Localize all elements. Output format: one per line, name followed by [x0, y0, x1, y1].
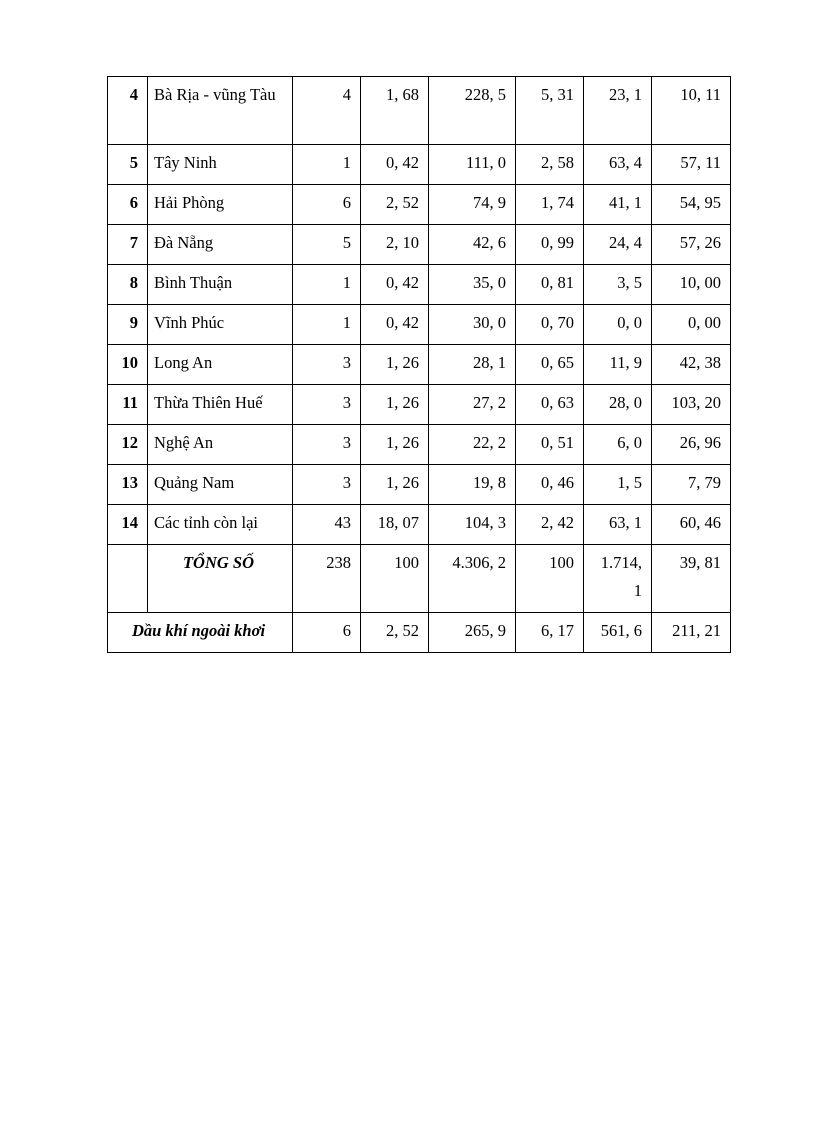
value-cell: 100 [516, 545, 584, 613]
value-cell: 57, 26 [652, 225, 731, 265]
province-name: Long An [148, 345, 293, 385]
value-cell: 3 [293, 385, 361, 425]
value-cell: 3 [293, 345, 361, 385]
value-cell: 228, 5 [429, 77, 516, 145]
value-cell: 2, 10 [361, 225, 429, 265]
province-name: Hải Phòng [148, 185, 293, 225]
value-cell: 1, 68 [361, 77, 429, 145]
row-number: 4 [108, 77, 148, 145]
table-row [108, 77, 731, 145]
value-cell: 2, 52 [361, 185, 429, 225]
province-name: Các tỉnh còn lại [148, 505, 293, 545]
table-row [108, 305, 731, 345]
value-cell: 0, 70 [516, 305, 584, 345]
value-cell: 26, 96 [652, 425, 731, 465]
province-name: Tây Ninh [148, 145, 293, 185]
offshore-row [108, 613, 731, 653]
row-number: 5 [108, 145, 148, 185]
value-cell: 19, 8 [429, 465, 516, 505]
row-number: 9 [108, 305, 148, 345]
value-cell: 6 [293, 613, 361, 653]
table-row [108, 265, 731, 305]
value-cell: 39, 81 [652, 545, 731, 613]
value-cell: 10, 00 [652, 265, 731, 305]
empty-cell [108, 545, 148, 613]
value-cell: 74, 9 [429, 185, 516, 225]
value-cell: 1, 26 [361, 345, 429, 385]
value-cell: 24, 4 [584, 225, 652, 265]
value-cell: 1 [293, 305, 361, 345]
value-cell: 6 [293, 185, 361, 225]
value-cell: 54, 95 [652, 185, 731, 225]
table-row [108, 505, 731, 545]
value-cell: 0, 0 [584, 305, 652, 345]
value-cell: 6, 0 [584, 425, 652, 465]
value-cell: 27, 2 [429, 385, 516, 425]
value-cell: 1 [293, 265, 361, 305]
value-cell: 28, 0 [584, 385, 652, 425]
province-name: Đà Nẵng [148, 225, 293, 265]
value-cell: 0, 81 [516, 265, 584, 305]
row-number: 14 [108, 505, 148, 545]
value-cell: 4.306, 2 [429, 545, 516, 613]
row-number: 6 [108, 185, 148, 225]
table-row [108, 345, 731, 385]
value-cell: 3 [293, 465, 361, 505]
value-cell: 11, 9 [584, 345, 652, 385]
table-row [108, 425, 731, 465]
value-cell: 265, 9 [429, 613, 516, 653]
value-cell: 35, 0 [429, 265, 516, 305]
value-cell: 0, 46 [516, 465, 584, 505]
value-cell: 18, 07 [361, 505, 429, 545]
value-cell: 60, 46 [652, 505, 731, 545]
value-cell: 1, 26 [361, 385, 429, 425]
value-cell: 104, 3 [429, 505, 516, 545]
value-cell: 0, 42 [361, 305, 429, 345]
value-cell: 43 [293, 505, 361, 545]
table-row [108, 225, 731, 265]
value-cell: 238 [293, 545, 361, 613]
value-cell: 1, 26 [361, 465, 429, 505]
table-row [108, 185, 731, 225]
value-cell: 41, 1 [584, 185, 652, 225]
row-number: 12 [108, 425, 148, 465]
value-cell: 2, 58 [516, 145, 584, 185]
value-cell: 0, 63 [516, 385, 584, 425]
value-cell: 28, 1 [429, 345, 516, 385]
value-cell: 42, 38 [652, 345, 731, 385]
total-label: TỔNG SỐ [148, 545, 293, 613]
value-cell: 3 [293, 425, 361, 465]
value-cell: 211, 21 [652, 613, 731, 653]
value-cell: 3, 5 [584, 265, 652, 305]
value-cell: 1, 74 [516, 185, 584, 225]
table-row [108, 385, 731, 425]
value-cell: 23, 1 [584, 77, 652, 145]
province-name: Bà Rịa - vũng Tàu [148, 77, 293, 145]
value-cell: 0, 99 [516, 225, 584, 265]
value-cell: 0, 51 [516, 425, 584, 465]
province-name: Thừa Thiên Huế [148, 385, 293, 425]
table-body [108, 77, 731, 653]
value-cell: 7, 79 [652, 465, 731, 505]
value-cell: 5, 31 [516, 77, 584, 145]
value-cell: 100 [361, 545, 429, 613]
row-number: 8 [108, 265, 148, 305]
value-cell: 0, 42 [361, 145, 429, 185]
row-number: 13 [108, 465, 148, 505]
value-cell: 2, 42 [516, 505, 584, 545]
province-name: Bình Thuận [148, 265, 293, 305]
value-cell: 111, 0 [429, 145, 516, 185]
value-cell: 103, 20 [652, 385, 731, 425]
value-cell: 1, 5 [584, 465, 652, 505]
investment-by-province-table [107, 76, 731, 653]
value-cell: 10, 11 [652, 77, 731, 145]
value-cell: 57, 11 [652, 145, 731, 185]
value-cell: 1 [293, 145, 361, 185]
value-cell: 42, 6 [429, 225, 516, 265]
province-name: Quảng Nam [148, 465, 293, 505]
row-number: 11 [108, 385, 148, 425]
value-cell: 0, 42 [361, 265, 429, 305]
value-cell: 5 [293, 225, 361, 265]
value-cell: 2, 52 [361, 613, 429, 653]
value-cell: 1.714, 1 [584, 545, 652, 613]
table-row [108, 145, 731, 185]
value-cell: 63, 1 [584, 505, 652, 545]
value-cell: 1, 26 [361, 425, 429, 465]
offshore-label: Dầu khí ngoài khơi [108, 613, 293, 653]
province-name: Nghệ An [148, 425, 293, 465]
total-row [108, 545, 731, 613]
value-cell: 63, 4 [584, 145, 652, 185]
value-cell: 4 [293, 77, 361, 145]
province-name: Vĩnh Phúc [148, 305, 293, 345]
value-cell: 22, 2 [429, 425, 516, 465]
row-number: 7 [108, 225, 148, 265]
value-cell: 561, 6 [584, 613, 652, 653]
table-row [108, 465, 731, 505]
value-cell: 0, 00 [652, 305, 731, 345]
value-cell: 0, 65 [516, 345, 584, 385]
value-cell: 6, 17 [516, 613, 584, 653]
row-number: 10 [108, 345, 148, 385]
value-cell: 30, 0 [429, 305, 516, 345]
